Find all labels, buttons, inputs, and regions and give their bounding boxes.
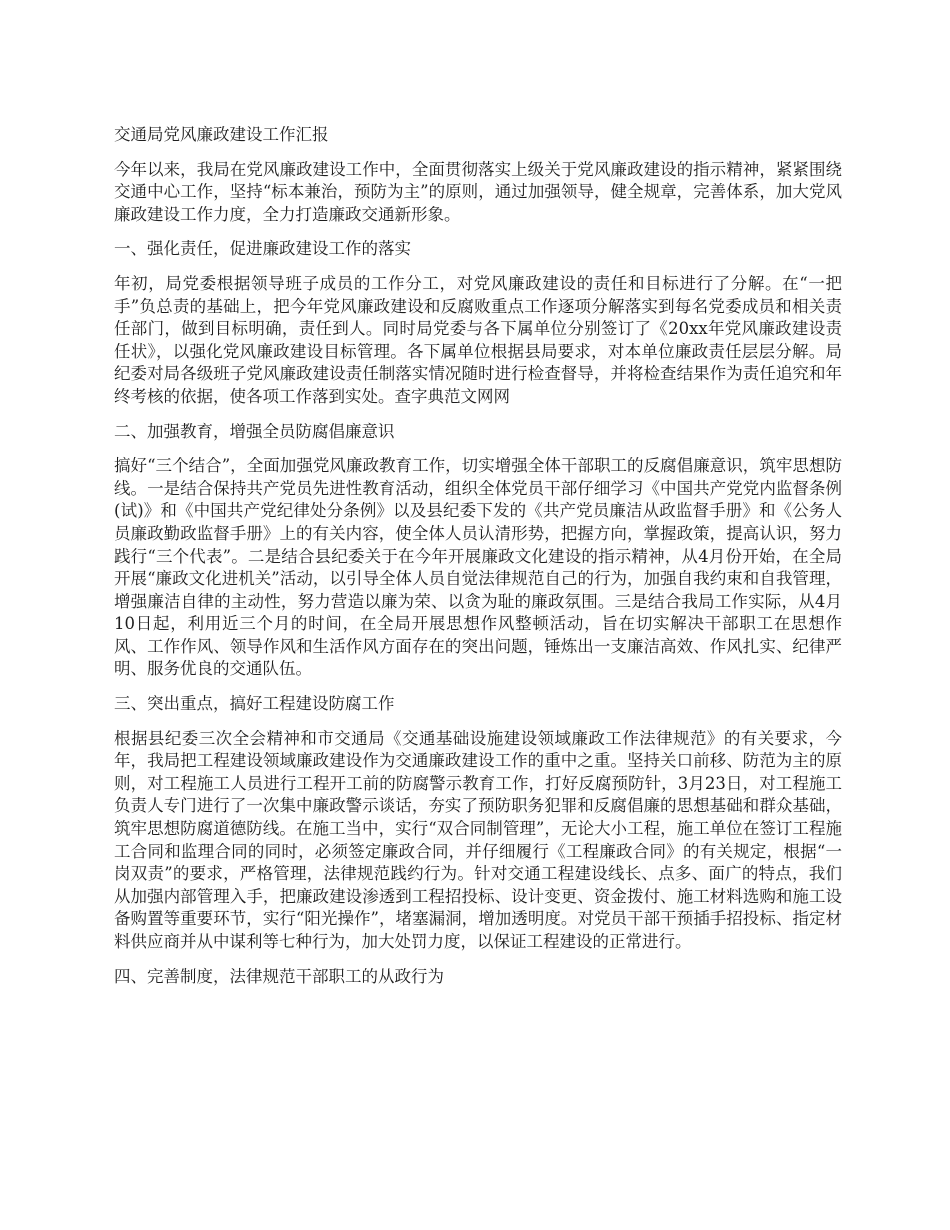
section-1-body: 年初，局党委根据领导班子成员的工作分工，对党风廉政建设的责任和目标进行了分解。在“一把手”负总责的基础上，把今年党风廉政建设和反腐败重点工作逐项分解落实到每名党委成员和相关责任部门，做到目标明确，责任到人。同时局党委与各下属单位分别签订了《20xx年党风廉政建设责任状》，以强化党风廉政建设目标管理。各下属单位根据县局要求，对本单位廉政责任层层分解。局纪委对局各级班子党风廉政建设责任制落实情况随时进行检查督导，并将检查结果作为责任追究和年终考核的依据，使各项工作落到实处。查字典范文网网: [114, 273, 842, 406]
section-4-heading: 四、完善制度，法律规范干部职工的从政行为: [114, 966, 444, 986]
section-3-heading: 三、突出重点，搞好工程建设防腐工作: [114, 694, 395, 714]
section-2-heading: 二、加强教育，增强全员防腐倡廉意识: [114, 421, 395, 441]
section-3-body: 根据县纪委三次全会精神和市交通局《交通基础设施建设领域廉政工作法律规范》的有关要求，今年，我局把工程建设领域廉政建设作为交通廉政建设工作的重中之重。坚持关口前移、防范为主的原则，对工程施工人员进行工程开工前的防腐警示教育工作，打好反腐预防针，3月23日，对工程施工负责人专门进行了一次集中廉政警示谈话，夯实了预防职务犯罪和反腐倡廉的思想基础和群众基础，筑牢思想防腐道德防线。在施工当中，实行“双合同制管理”，无论大小工程，施工单位在签订工程施工合同和监理合同的同时，必须签定廉政合同，并仔细履行《工程廉政合同》的有关规定，根据“一岗双责”的要求，严格管理，法律规范践约行为。针对交通工程建设线长、点多、面广的特点，我们从加强内部管理入手，把廉政建设渗透到工程招投标、设计变更、资金拨付、施工材料选购和施工设备购置等重要环节，实行“阳光操作”，堵塞漏洞，增加透明度。对党员干部干预插手招投标、指定材料供应商并从中谋利等七种行为，加大处罚力度，以保证工程建设的正常进行。: [114, 728, 842, 951]
document-page: [114, 124, 842, 1000]
document-title: 交通局党风廉政建设工作汇报: [114, 125, 329, 144]
section-1-heading: 一、强化责任，促进廉政建设工作的落实: [114, 239, 411, 259]
intro-paragraph: 今年以来，我局在党风廉政建设工作中，全面贯彻落实上级关于党风廉政建设的指示精神，紧紧围绕交通中心工作，坚持“标本兼治，预防为主”的原则，通过加强领导，健全规章，完善体系，加大党风廉政建设工作力度，全力打造廉政交通新形象。: [114, 159, 842, 224]
section-2-body: 搞好“三个结合”，全面加强党风廉政教育工作，切实增强全体干部职工的反腐倡廉意识，筑牢思想防线。一是结合保持共产党员先进性教育活动，组织全体党员干部仔细学习《中国共产党党内监督条例(试)》和《中国共产党纪律处分条例》以及县纪委下发的《共产党员廉洁从政监督手册》和《公务人员廉政勤政监督手册》上的有关内容，使全体人员认清形势，把握方向，掌握政策，提高认识，努力践行“三个代表”。二是结合县纪委关于在今年开展廉政文化建设的指示精神，从4月份开始，在全局开展“廉政文化进机关”活动，以引导全体人员自觉法律规范自己的行为，加强自我约束和自我管理，增强廉洁自律的主动性，努力营造以廉为荣、以贪为耻的廉政氛围。三是结合我局工作实际，从4月10日起，利用近三个月的时间，在全局开展思想作风整顿活动，旨在切实解决干部职工在思想作风、工作作风、领导作风和生活作风方面存在的突出问题，锤炼出一支廉洁高效、作风扎实、纪律严明、服务优良的交通队伍。: [114, 456, 842, 679]
